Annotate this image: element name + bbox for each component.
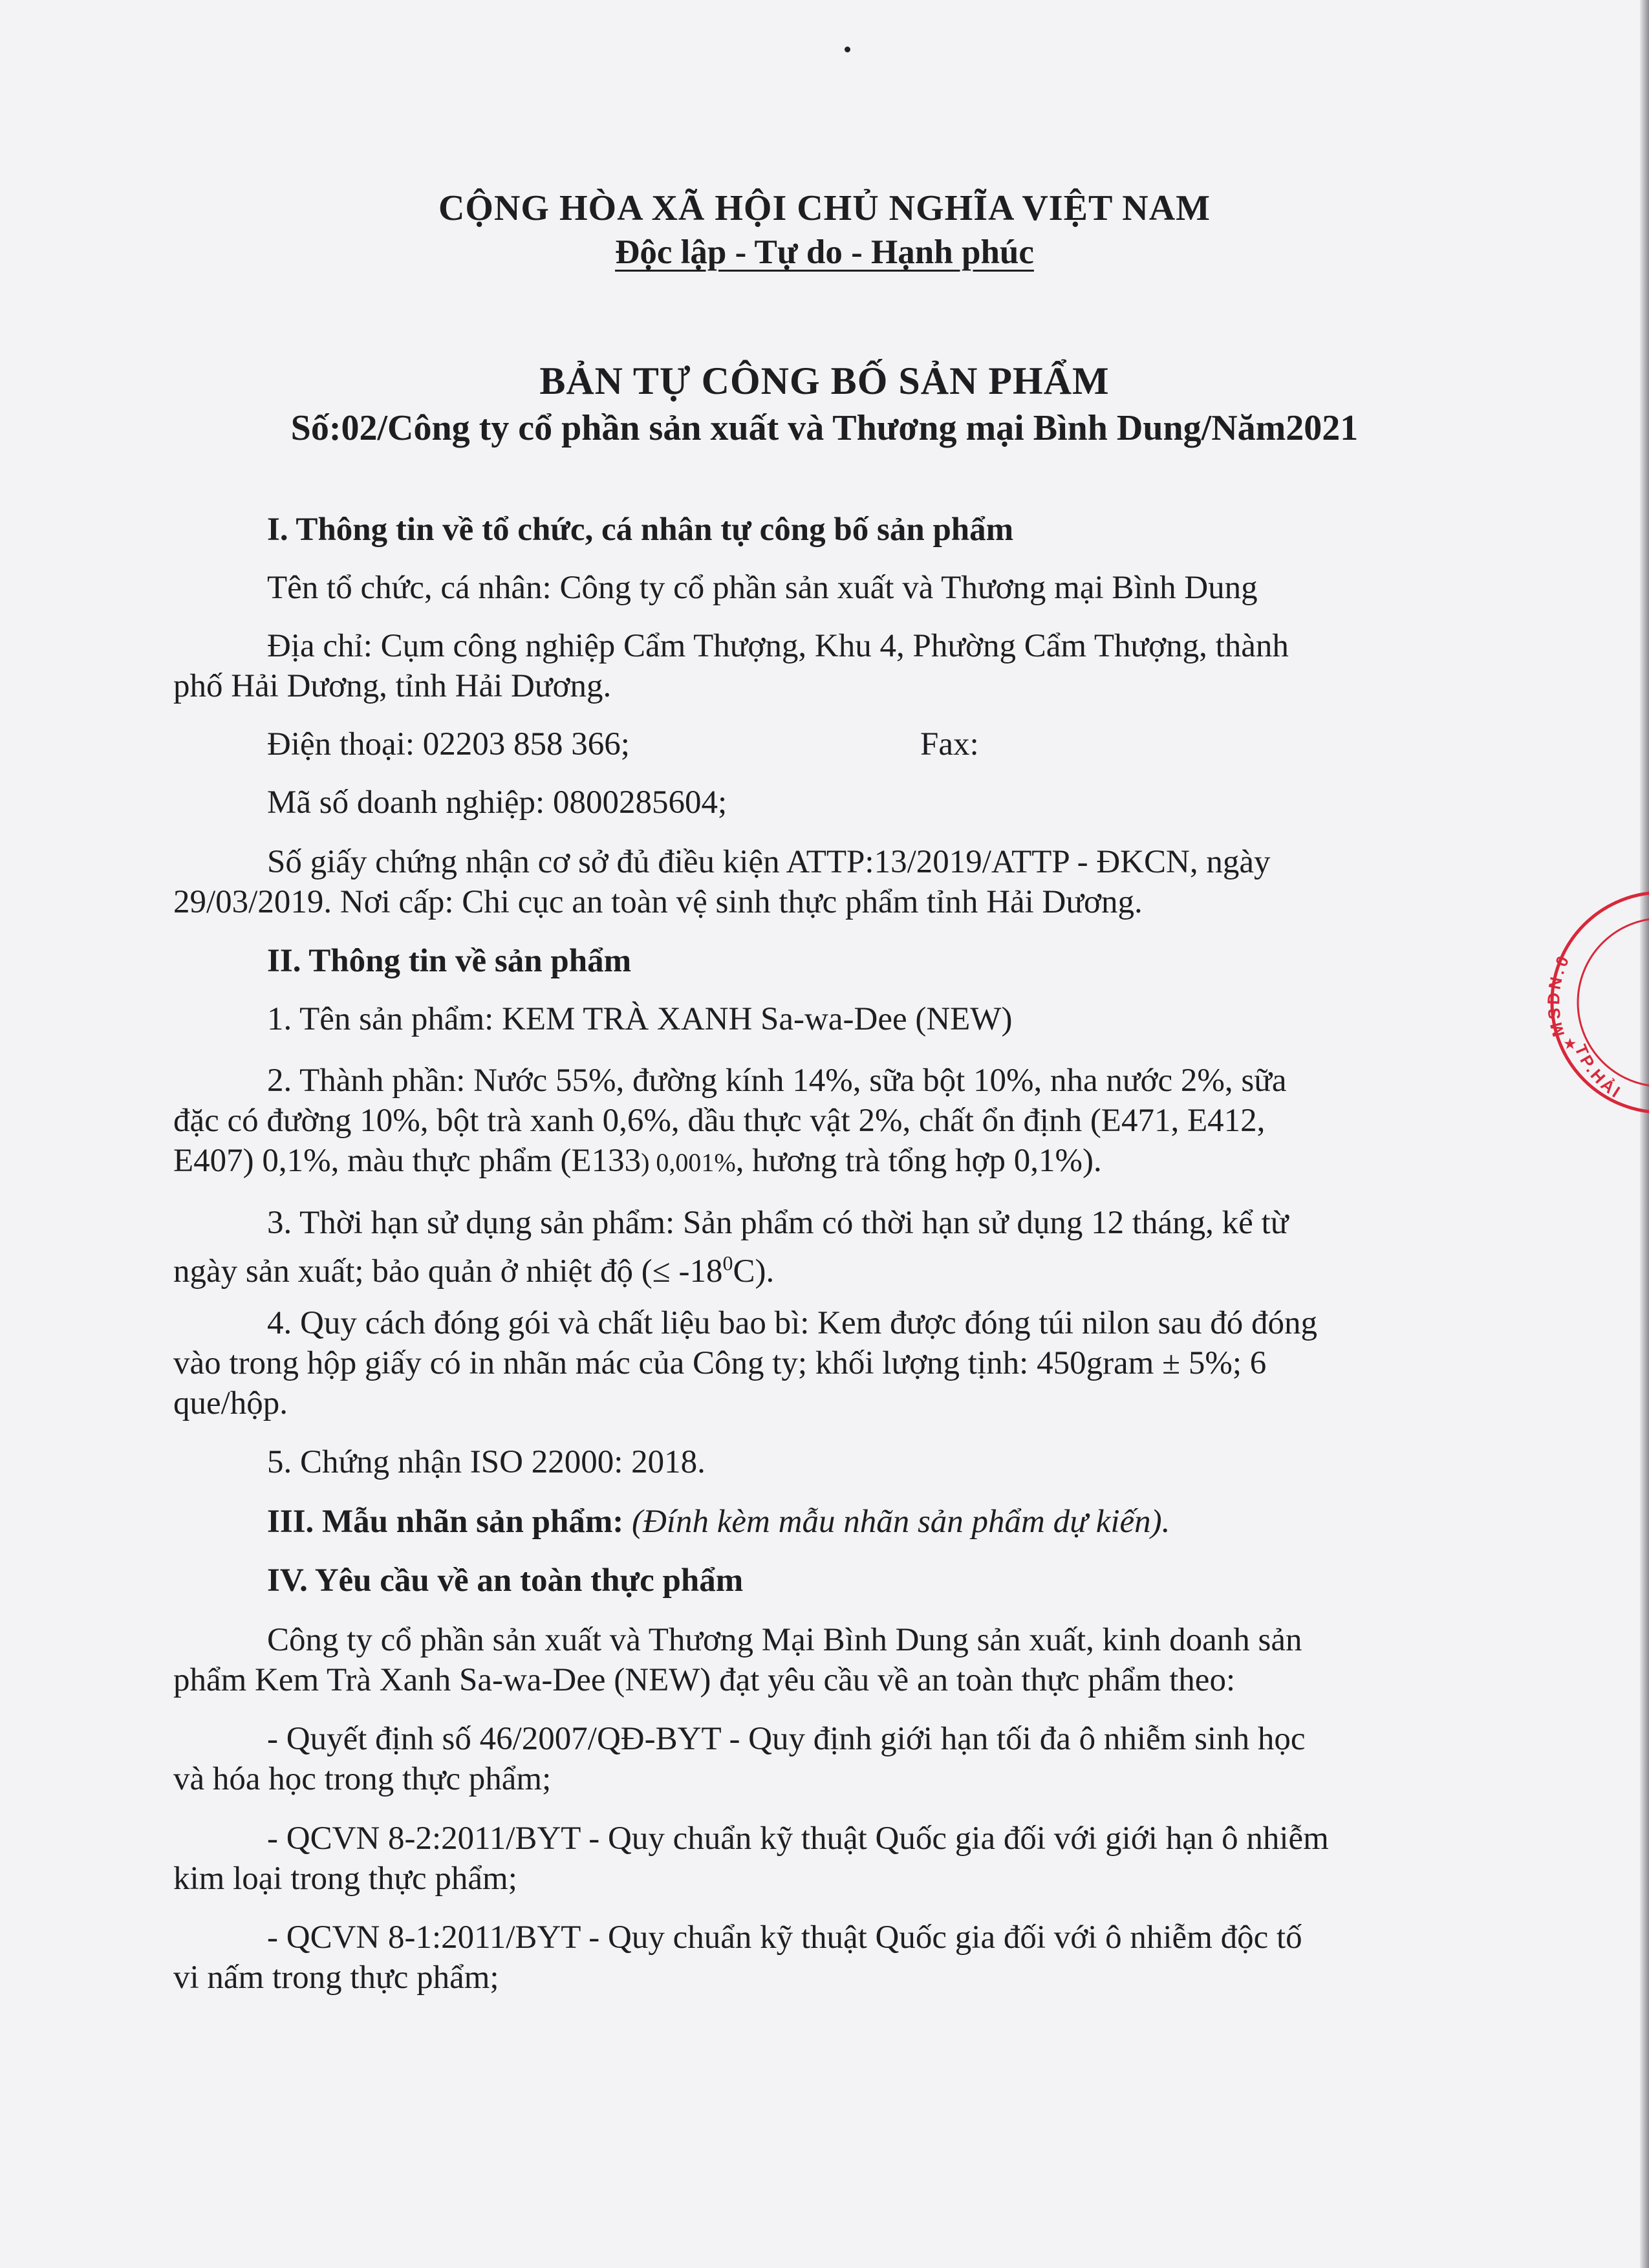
safety-intro-line-1: Công ty cổ phần sản xuất và Thương Mại Bình Dung sản xuất, kinh doanh sản <box>267 1622 1302 1658</box>
phone-row <box>173 724 1449 764</box>
regulation-1-block <box>173 1719 1449 1799</box>
ingredients-line-3a: E407) 0,1%, màu thực phẩm (E133 <box>173 1143 641 1179</box>
cert-line-2: 29/03/2019. Nơi cấp: Chi cục an toàn vệ sinh thực phẩm tỉnh Hải Dương. <box>173 884 1143 920</box>
iso-block <box>173 1442 1449 1482</box>
section-4 <box>173 1561 1449 1601</box>
packaging-line-3: que/hộp. <box>173 1385 288 1421</box>
ingredients-line-3 <box>173 1141 1449 1183</box>
regulation-2-line-1: - QCVN 8-2:2011/BYT - Quy chuẩn kỹ thuật Quốc gia đối với giới hạn ô nhiễm <box>267 1820 1329 1857</box>
section-3 <box>173 1502 1449 1542</box>
regulation-1-line-2: và hóa học trong thực phẩm; <box>173 1761 552 1797</box>
national-title: CỘNG HÒA XÃ HỘI CHỦ NGHĨA VIỆT NAM <box>438 188 1211 228</box>
regulation-3-block <box>173 1917 1449 1998</box>
section-3-note: (Đính kèm mẫu nhãn sản phẩm dự kiến). <box>632 1504 1170 1540</box>
section-1 <box>173 510 1449 550</box>
product-name-block <box>173 999 1449 1039</box>
shelf-life-block <box>173 1203 1449 1291</box>
ingredients-line-3b: ) 0,001% <box>641 1148 736 1177</box>
phone-text: Điện thoại: 02203 858 366; <box>267 726 630 762</box>
stamp-text-bottom: TP.HẢI <box>1571 1041 1626 1103</box>
iso-cert: 5. Chứng nhận ISO 22000: 2018. <box>267 1444 706 1480</box>
national-motto <box>0 233 1649 272</box>
ingredients-line-3c: , hương trà tổng hợp 0,1%). <box>735 1143 1102 1179</box>
company-stamp <box>1529 880 1649 1125</box>
scan-edge-shadow <box>1640 0 1649 2268</box>
section-4-heading: IV. Yêu cầu về an toàn thực phẩm <box>267 1562 744 1599</box>
packaging-block <box>173 1303 1449 1423</box>
fax-text: Fax: <box>920 726 979 762</box>
shelf-life-line-2b: C). <box>733 1253 775 1290</box>
ink-dot <box>845 47 850 52</box>
org-name-block <box>173 568 1449 608</box>
section-3-heading: III. Mẫu nhãn sản phẩm: <box>267 1504 624 1540</box>
safety-intro-block <box>173 1620 1449 1700</box>
ingredients-block <box>173 1061 1449 1183</box>
tax-block <box>173 783 1449 823</box>
address-block <box>173 626 1449 706</box>
packaging-line-2: vào trong hộp giấy có in nhãn mác của Công ty; khối lượng tịnh: 450gram ± 5%; 6 <box>173 1345 1267 1381</box>
motto-text: Độc lập - Tự do - Hạnh phúc <box>615 233 1034 271</box>
regulation-3-line-2: vi nấm trong thực phẩm; <box>173 1960 499 1996</box>
address-line-1-text: Địa chỉ: Cụm công nghiệp Cẩm Thượng, Khu 4, Phường Cẩm Thượng, thành <box>267 628 1289 664</box>
ingredients-line-2: đặc có đường 10%, bột trà xanh 0,6%, dầu thực vật 2%, chất ổn định (E471, E412, <box>173 1103 1266 1139</box>
section-3-line <box>173 1502 1449 1542</box>
stamp-text-top: MSDN:0 <box>1543 951 1574 1039</box>
shelf-life-line-1: 3. Thời hạn sử dụng sản phẩm: Sản phẩm có thời hạn sử dụng 12 tháng, kể từ <box>267 1205 1289 1241</box>
packaging-line-1: 4. Quy cách đóng gói và chất liệu bao bì: Kem được đóng túi nilon sau đó đóng <box>267 1305 1317 1341</box>
section-2 <box>173 941 1449 981</box>
shelf-life-line-2 <box>173 1243 1449 1291</box>
degree-superscript: 0 <box>722 1251 733 1275</box>
regulation-3-line-1: - QCVN 8-1:2011/BYT - Quy chuẩn kỹ thuật Quốc gia đối với ô nhiễm độc tố <box>267 1919 1302 1956</box>
regulation-1-line-1: - Quyết định số 46/2007/QĐ-BYT - Quy định giới hạn tối đa ô nhiễm sinh học <box>267 1721 1306 1757</box>
address-line-2: phố Hải Dương, tỉnh Hải Dương. <box>173 668 612 704</box>
document-title: BẢN TỰ CÔNG BỐ SẢN PHẨM <box>539 360 1110 402</box>
product-name: 1. Tên sản phẩm: KEM TRÀ XANH Sa-wa-Dee (NEW) <box>267 1001 1013 1037</box>
regulation-2-block <box>173 1819 1449 1899</box>
contact-block <box>173 724 1449 764</box>
shelf-life-line-2a: ngày sản xuất; bảo quản ở nhiệt độ (≤ -18 <box>173 1253 723 1290</box>
org-name: Tên tổ chức, cá nhân: Công ty cổ phần sản xuất và Thương mại Bình Dung <box>267 570 1258 606</box>
address-line-1 <box>173 626 1449 666</box>
safety-intro-line-2: phẩm Kem Trà Xanh Sa-wa-Dee (NEW) đạt yêu cầu về an toàn thực phẩm theo: <box>173 1662 1236 1698</box>
cert-line-1: Số giấy chứng nhận cơ sở đủ điều kiện ATTP:13/2019/ATTP - ĐKCN, ngày <box>267 844 1271 880</box>
stamp-star-icon: ★ <box>1563 1035 1577 1053</box>
ingredients-line-1: 2. Thành phần: Nước 55%, đường kính 14%, sữa bột 10%, nha nước 2%, sữa <box>267 1063 1287 1099</box>
cert-block <box>173 842 1449 922</box>
section-2-heading: II. Thông tin về sản phẩm <box>267 943 632 979</box>
tax-code: Mã số doanh nghiệp: 0800285604; <box>267 784 727 821</box>
regulation-2-line-2: kim loại trong thực phẩm; <box>173 1861 517 1897</box>
document-number: Số:02/Công ty cổ phần sản xuất và Thương mại Bình Dung/Năm2021 <box>290 408 1359 448</box>
section-1-heading: I. Thông tin về tổ chức, cá nhân tự công bố sản phẩm <box>267 512 1014 548</box>
